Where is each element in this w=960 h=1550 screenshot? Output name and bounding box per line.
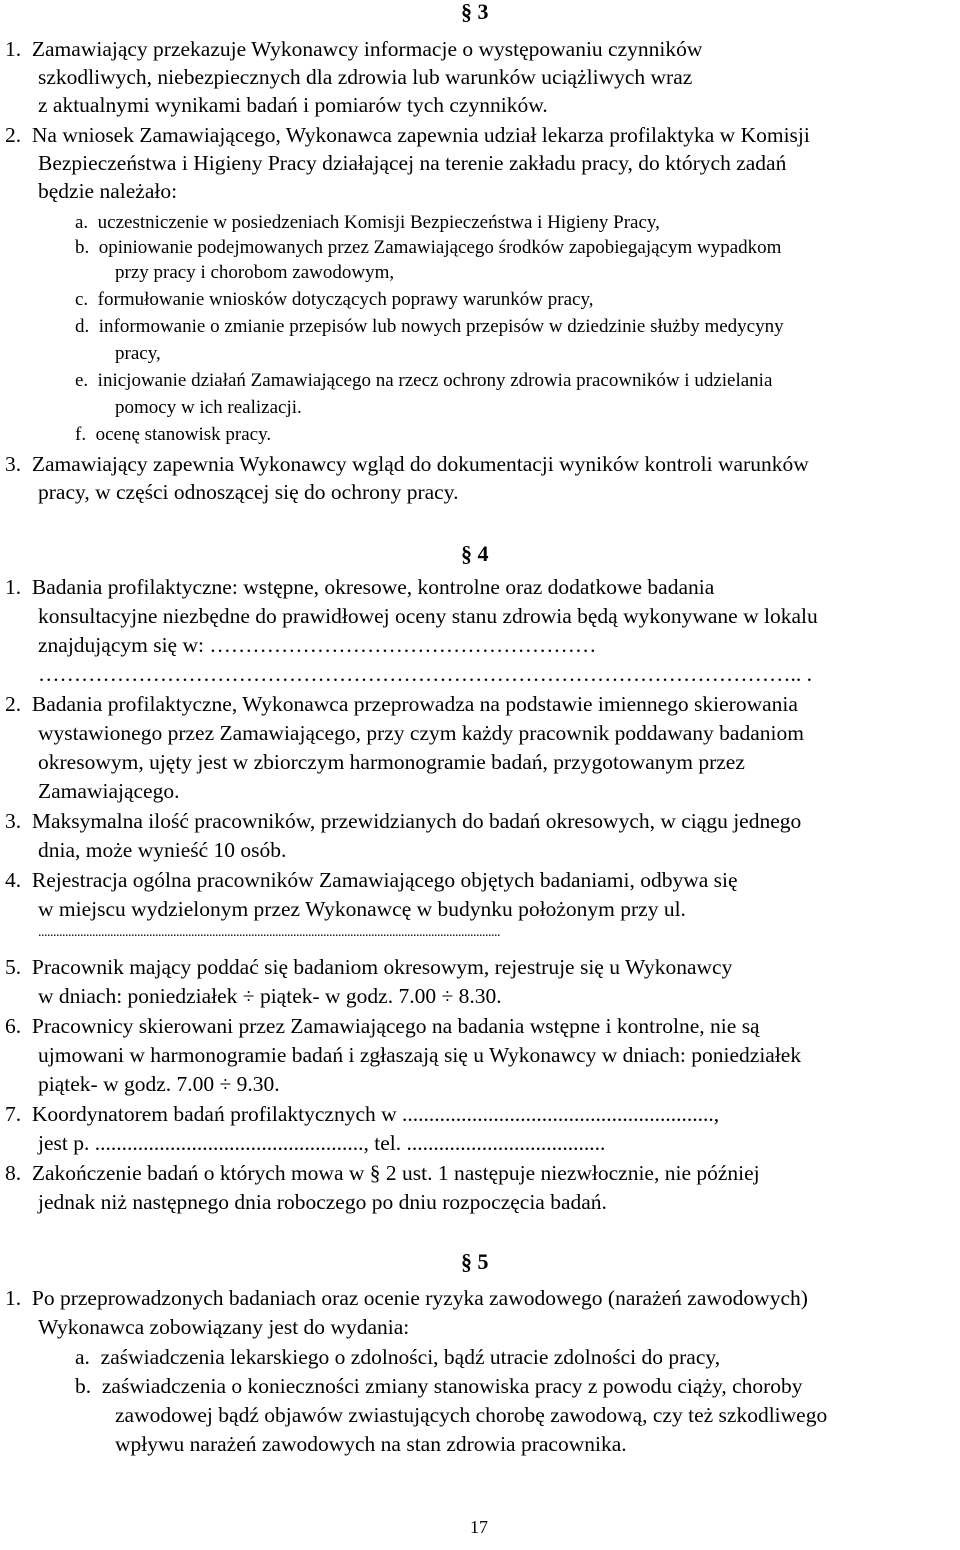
- s4-line: 5. Pracownik mający poddać się badaniom okresowym, rejestruje się u Wykonawcy: [5, 955, 733, 979]
- s3-line: e. inicjowanie działań Zamawiającego na rzecz ochrony zdrowia pracowników i udzielania: [75, 370, 773, 391]
- s3-line: szkodliwych, niebezpiecznych dla zdrowia lub warunków uciążliwych wraz: [38, 65, 693, 89]
- s4-line: w dniach: poniedziałek ÷ piątek- w godz. 7.00 ÷ 8.30.: [38, 984, 502, 1008]
- section-5-heading: § 5: [461, 1249, 489, 1274]
- s4-line: …………………………………………………………………………………………….. .: [38, 662, 812, 686]
- section-4-heading: § 4: [461, 541, 489, 566]
- s4-dotted-line: ..........................................................................................................................................................: [38, 925, 500, 940]
- s3-line: pracy, w części odnoszącej się do ochrony pracy.: [38, 480, 459, 504]
- s4-line: 4. Rejestracja ogólna pracowników Zamawiającego objętych badaniami, odbywa się: [5, 868, 738, 892]
- s4-line: dnia, może wynieść 10 osób.: [38, 838, 287, 862]
- s3-line: pracy,: [115, 343, 161, 364]
- s5-line: 1. Po przeprowadzonych badaniach oraz ocenie ryzyka zawodowego (narażeń zawodowych): [5, 1286, 808, 1310]
- s4-line: wystawionego przez Zamawiającego, przy czym każdy pracownik poddawany badaniom: [38, 721, 804, 745]
- s4-line: okresowym, ujęty jest w zbiorczym harmonogramie badań, przygotowanym przez: [38, 750, 745, 774]
- s4-line: jest p. .................................................., tel. .....................................: [38, 1131, 606, 1155]
- s3-line: d. informowanie o zmianie przepisów lub nowych przepisów w dziedzinie służby medycyny: [75, 316, 784, 337]
- s4-line: 3. Maksymalna ilość pracowników, przewidzianych do badań okresowych, w ciągu jednego: [5, 809, 802, 833]
- s4-line: piątek- w godz. 7.00 ÷ 9.30.: [38, 1072, 280, 1096]
- s4-line: ujmowani w harmonogramie badań i zgłaszają się u Wykonawcy w dniach: poniedziałek: [38, 1043, 802, 1067]
- s3-line: przy pracy i chorobom zawodowym,: [115, 262, 395, 283]
- s4-line: konsultacyjne niezbędne do prawidłowej oceny stanu zdrowia będą wykonywane w lokalu: [38, 604, 818, 628]
- s3-line: 3. Zamawiający zapewnia Wykonawcy wgląd do dokumentacji wyników kontroli warunków: [5, 452, 809, 476]
- s5-line: zawodowej bądź objawów zwiastujących chorobę zawodową, czy też szkodliwego: [115, 1403, 828, 1427]
- s4-line: 1. Badania profilaktyczne: wstępne, okresowe, kontrolne oraz dodatkowe badania: [5, 575, 715, 599]
- s4-line: znajdującym się w: ………………………………………………: [38, 633, 597, 657]
- s4-line: 7. Koordynatorem badań profilaktycznych w ..........................................................,: [5, 1102, 720, 1126]
- s5-line: wpływu narażeń zawodowych na stan zdrowia pracownika.: [115, 1432, 627, 1456]
- s3-line: z aktualnymi wynikami badań i pomiarów tych czynników.: [38, 93, 548, 117]
- s4-line: 2. Badania profilaktyczne, Wykonawca przeprowadza na podstawie imiennego skierowania: [5, 692, 798, 716]
- s3-line: pomocy w ich realizacji.: [115, 397, 302, 418]
- section-3-heading: § 3: [461, 0, 489, 24]
- s4-line: 6. Pracownicy skierowani przez Zamawiającego na badania wstępne i kontrolne, nie są: [5, 1014, 760, 1038]
- s3-line: b. opiniowanie podejmowanych przez Zamawiającego środków zapobiegającym wypadkom: [75, 237, 782, 258]
- s3-line: będzie należało:: [38, 179, 178, 203]
- page-number: 17: [470, 1517, 488, 1537]
- s3-line: f. ocenę stanowisk pracy.: [75, 424, 272, 445]
- s3-line: a. uczestniczenie w posiedzeniach Komisji Bezpieczeństwa i Higieny Pracy,: [75, 212, 660, 233]
- s3-line: 1. Zamawiający przekazuje Wykonawcy informacje o występowaniu czynników: [5, 37, 703, 61]
- s5-line: Wykonawca zobowiązany jest do wydania:: [38, 1315, 410, 1339]
- s4-line: w miejscu wydzielonym przez Wykonawcę w budynku położonym przy ul.: [38, 897, 686, 921]
- s4-line: jednak niż następnego dnia roboczego po dniu rozpoczęcia badań.: [38, 1190, 607, 1214]
- s3-line: 2. Na wniosek Zamawiającego, Wykonawca zapewnia udział lekarza profilaktyka w Komisji: [5, 123, 810, 147]
- s4-line: 8. Zakończenie badań o których mowa w § 2 ust. 1 następuje niezwłocznie, nie później: [5, 1161, 760, 1185]
- s4-line: Zamawiającego.: [38, 779, 180, 803]
- s3-line: c. formułowanie wniosków dotyczących poprawy warunków pracy,: [75, 289, 594, 310]
- s5-line: a. zaświadczenia lekarskiego o zdolności, bądź utracie zdolności do pracy,: [75, 1345, 721, 1369]
- s3-line: Bezpieczeństwa i Higieny Pracy działającej na terenie zakładu pracy, do których zadań: [38, 151, 787, 175]
- s5-line: b. zaświadczenia o konieczności zmiany stanowiska pracy z powodu ciąży, choroby: [75, 1374, 803, 1398]
